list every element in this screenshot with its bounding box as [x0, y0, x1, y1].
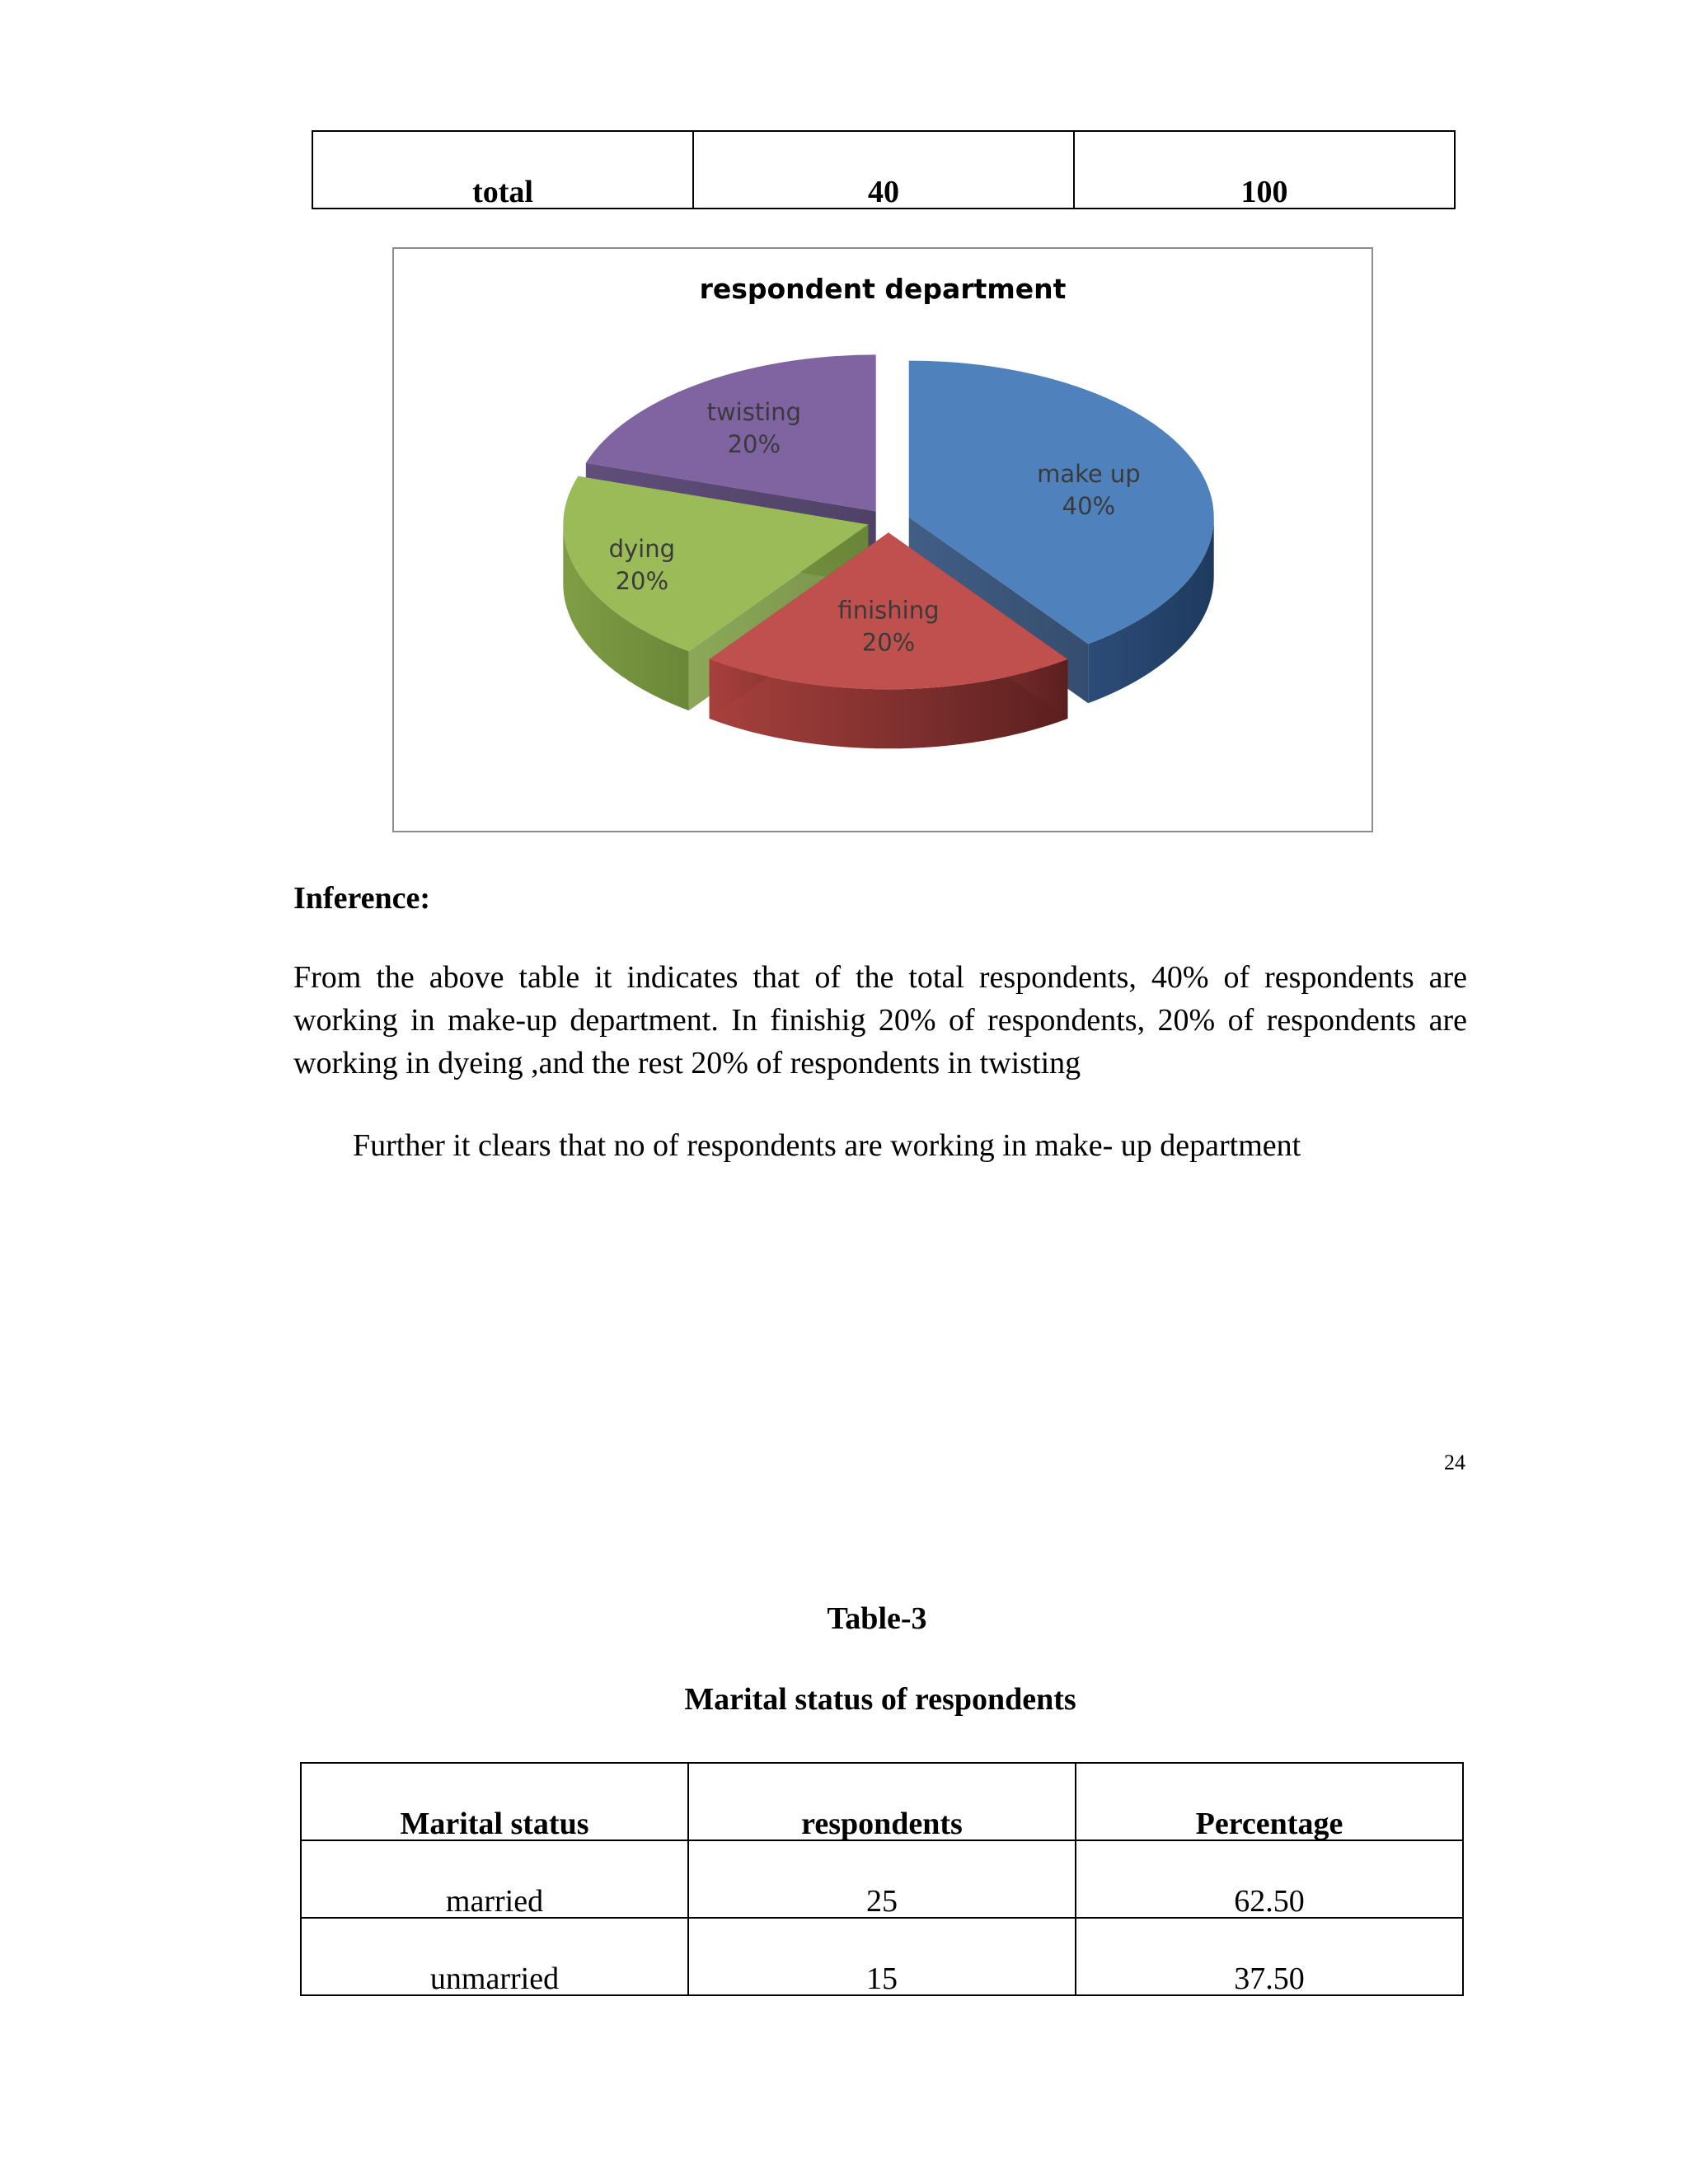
- cell-percentage: 62.50: [1076, 1840, 1463, 1918]
- slice-category-label: dying: [608, 535, 676, 564]
- table-label: Table-3: [827, 1601, 927, 1636]
- header-percentage: Percentage: [1076, 1763, 1463, 1840]
- table-row: [301, 1840, 1463, 1918]
- cell-status: unmarried: [301, 1918, 688, 1995]
- slice-percent-label: 20%: [615, 567, 669, 596]
- header-respondents: respondents: [688, 1763, 1076, 1840]
- inference-heading: Inference:: [293, 881, 431, 916]
- cell-status: married: [301, 1840, 688, 1918]
- inference-further: Further it clears that no of respondents are working in make- up department: [353, 1128, 1301, 1163]
- slice-category-label: make up: [1037, 460, 1141, 489]
- pie-chart-svg: [394, 249, 1372, 831]
- slice-percent-label: 20%: [727, 429, 781, 458]
- slice-category-label: twisting: [706, 397, 802, 426]
- slice-category-label: finishing: [837, 596, 940, 625]
- header-marital-status: Marital status: [301, 1763, 688, 1840]
- cell-respondents: 25: [688, 1840, 1076, 1918]
- chart-title: respondent department: [699, 273, 1067, 305]
- slice-percent-label: 40%: [1062, 492, 1116, 521]
- department-total-table: [312, 130, 1456, 209]
- total-respondents-cell: 40: [693, 131, 1074, 209]
- slice-percent-label: 20%: [861, 628, 916, 657]
- marital-status-table: [300, 1762, 1464, 1996]
- inference-paragraph: From the above table it indicates that of the total respondents, 40% of respondents are working in make-up department. In finishig 20% of respondents, 20% of respondents are working in dyeing ,and the rest 20% of respondents in twisting: [293, 960, 1467, 1080]
- page-number: 24: [1444, 1451, 1465, 1474]
- table-title: Marital status of respondents: [684, 1682, 1076, 1717]
- cell-respondents: 15: [688, 1918, 1076, 1995]
- table-row: [312, 131, 1455, 209]
- total-label-cell: total: [312, 131, 693, 209]
- respondent-department-chart: [392, 247, 1373, 832]
- table-header-row: [301, 1763, 1463, 1840]
- total-percentage-cell: 100: [1074, 131, 1455, 209]
- table-row: [301, 1918, 1463, 1995]
- cell-percentage: 37.50: [1076, 1918, 1463, 1995]
